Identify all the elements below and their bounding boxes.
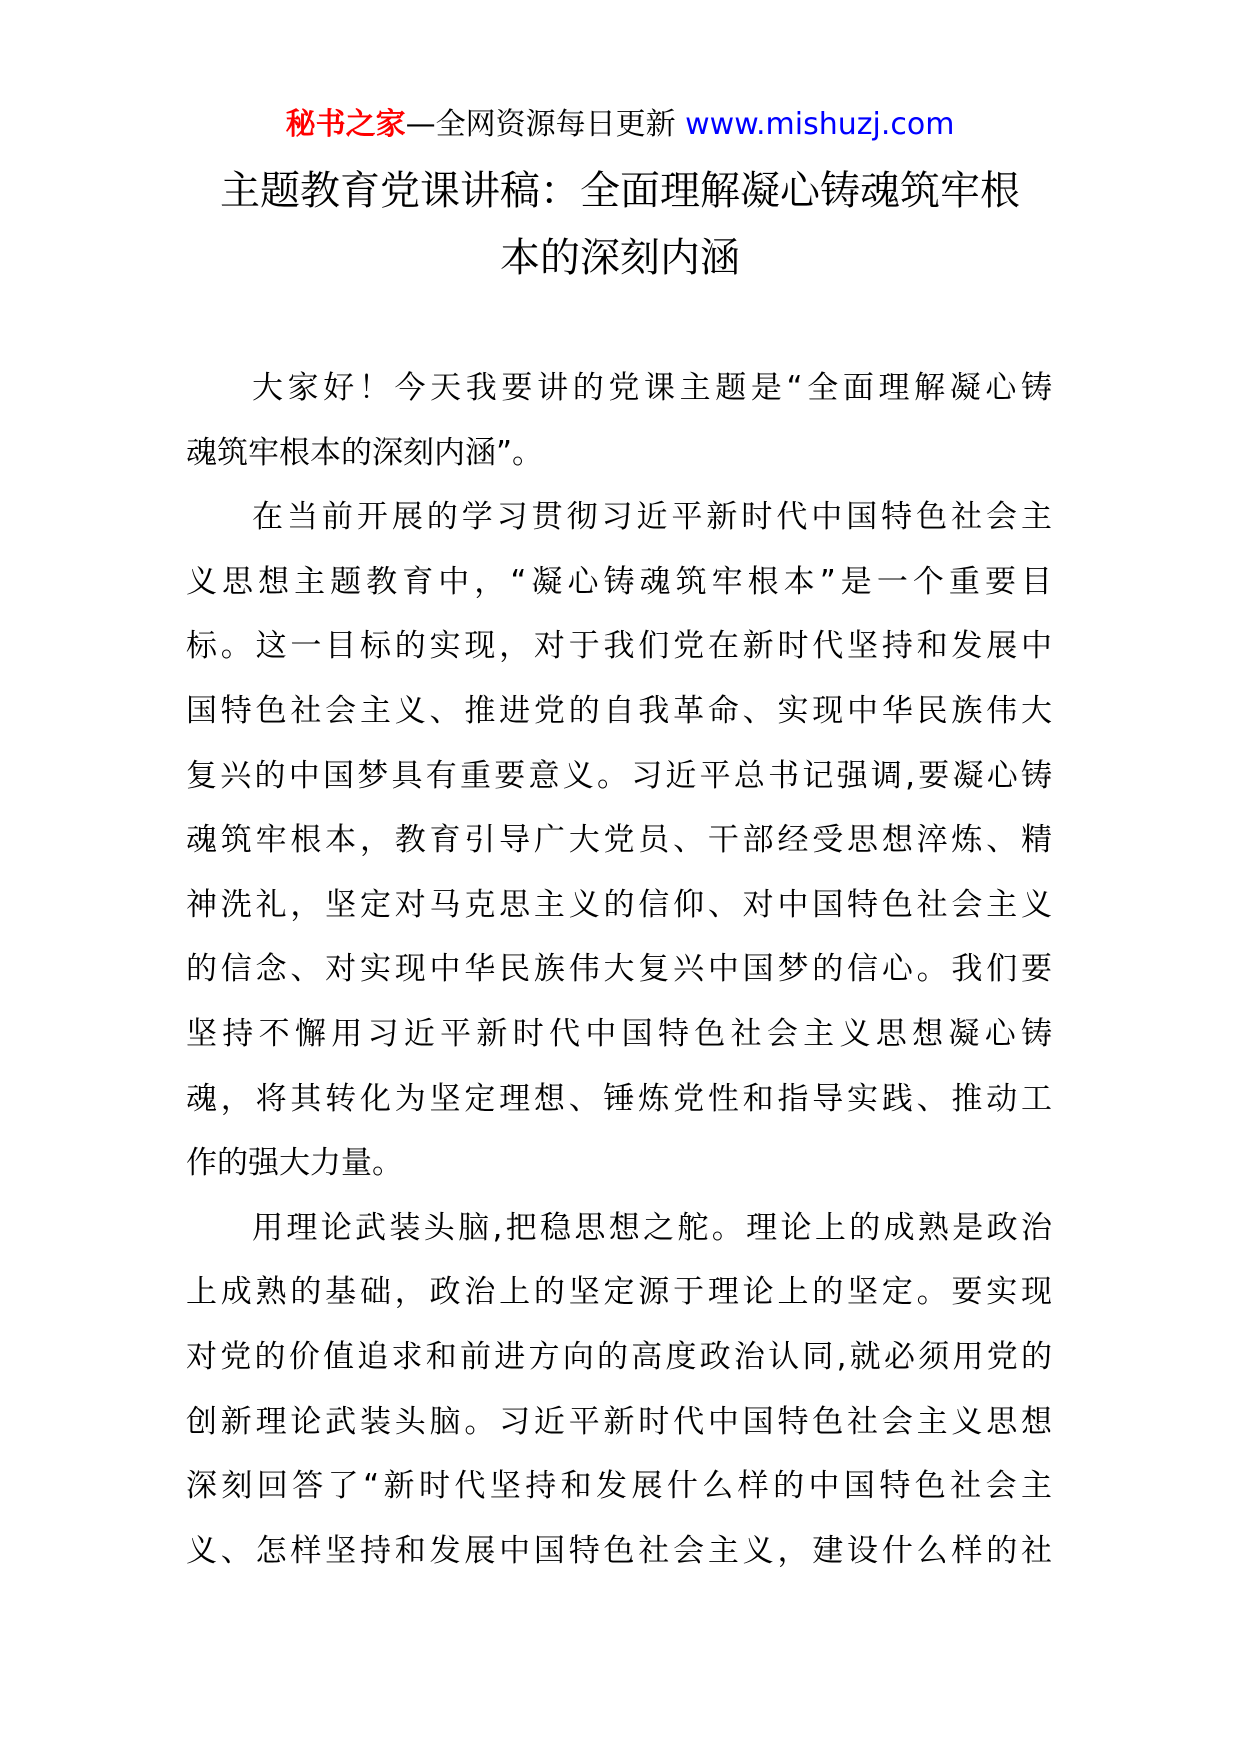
text-line: 在当前开展的学习贯彻习近平新时代中国特色社会主 <box>252 499 1052 536</box>
text-line: 魂筑牢根本，教育引导广大党员、干部经受思想淬炼、精 <box>186 822 1052 859</box>
text-line: 上成熟的基础，政治上的坚定源于理论上的坚定。要实现 <box>186 1274 1052 1311</box>
title-line-1: 主题教育党课讲稿：全面理解凝心铸魂筑牢根 <box>220 168 1020 214</box>
site-header <box>0 103 1240 147</box>
text-line: 复兴的中国梦具有重要意义。习近平总书记强调,要凝心铸 <box>186 757 1052 794</box>
document-title <box>200 158 1040 292</box>
paragraph-theory <box>186 1196 1052 1584</box>
text-line: 用理论武装头脑,把稳思想之舵。理论上的成熟是政治 <box>252 1209 1052 1246</box>
text-line: 作的强大力量。 <box>186 1145 403 1182</box>
text-line: 魂，将其转化为坚定理想、锤炼党性和指导实践、推动工 <box>186 1080 1052 1117</box>
text-line: 义思想主题教育中，“凝心铸魂筑牢根本”是一个重要目 <box>186 563 1052 600</box>
paragraph-greeting <box>186 356 1052 485</box>
text-line: 坚持不懈用习近平新时代中国特色社会主义思想凝心铸 <box>186 1015 1052 1052</box>
text-line: 魂筑牢根本的深刻内涵”。 <box>186 434 544 471</box>
brand-name: 秘书之家 <box>285 107 406 142</box>
text-line: 对党的价值追求和前进方向的高度政治认同,就必须用党的 <box>186 1338 1052 1375</box>
site-url[interactable]: www.mishuzj.com <box>685 107 955 142</box>
text-line: 标。这一目标的实现，对于我们党在新时代坚持和发展中 <box>186 628 1052 665</box>
text-line: 国特色社会主义、推进党的自我革命、实现中华民族伟大 <box>186 692 1052 729</box>
document-body <box>186 356 1052 1583</box>
text-line: 创新理论武装头脑。习近平新时代中国特色社会主义思想 <box>186 1403 1052 1440</box>
text-line: 大家好！今天我要讲的党课主题是“全面理解凝心铸 <box>252 370 1052 406</box>
text-line: 神洗礼，坚定对马克思主义的信仰、对中国特色社会主义 <box>186 886 1052 923</box>
text-line: 义、怎样坚持和发展中国特色社会主义，建设什么样的社 <box>186 1532 1052 1569</box>
title-line-2: 本的深刻内涵 <box>500 235 740 281</box>
text-line: 的信念、对实现中华民族伟大复兴中国梦的信心。我们要 <box>186 951 1052 988</box>
header-tagline: —全网资源每日更新 <box>405 107 686 142</box>
text-line: 深刻回答了“新时代坚持和发展什么样的中国特色社会主 <box>186 1468 1052 1505</box>
paragraph-context <box>186 485 1052 1196</box>
